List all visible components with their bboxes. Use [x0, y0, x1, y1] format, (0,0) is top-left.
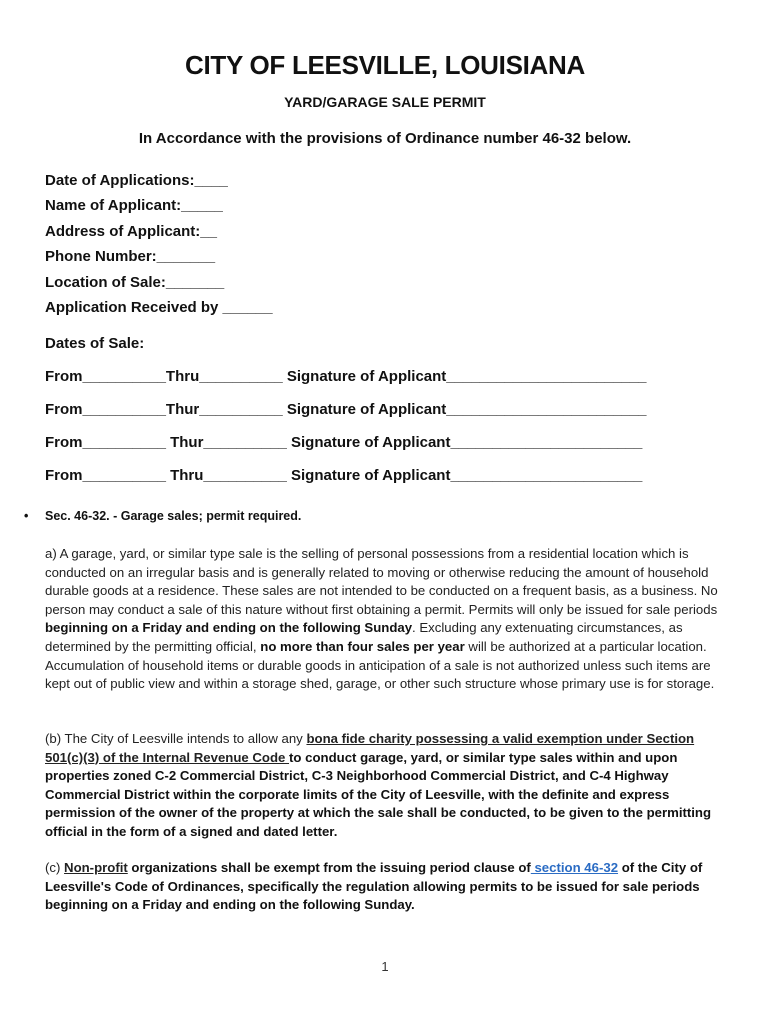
para-a-text-2: . Excluding any extenuating circumstances, as determined by the permitting official,: [45, 620, 683, 654]
ordinance-note: In Accordance with the provisions of Ordinance number 46-32 below.: [138, 130, 632, 147]
field-application-received-by: Application Received by ______: [45, 298, 273, 316]
section-46-32-link[interactable]: section 46-32: [530, 860, 619, 875]
section-heading-text: Sec. 46-32. - Garage sales; permit required.: [45, 509, 302, 523]
para-b-text-1: (b) The City of Leesville intends to allow any: [45, 731, 307, 746]
paragraph-c: [45, 859, 725, 915]
paragraph-a: [45, 545, 725, 694]
field-location-of-sale: Location of Sale:_______: [45, 273, 225, 291]
sale-date-row: From__________ Thru__________ Signature of Applicant_______________________: [45, 467, 643, 484]
field-name-of-applicant: Name of Applicant:_____: [45, 197, 223, 215]
dates-of-sale-heading: Dates of Sale:: [45, 335, 145, 352]
para-a-bold-2: no more than four sales per year: [260, 638, 465, 654]
section-heading: [24, 509, 301, 523]
document-title: CITY OF LEESVILLE, LOUISIANA: [185, 50, 585, 80]
sale-dates-list: [45, 366, 647, 498]
sale-date-row: From__________ Thur__________ Signature of Applicant_______________________: [45, 434, 643, 451]
field-phone-number: Phone Number:_______: [45, 248, 216, 266]
bullet-icon: •: [24, 509, 29, 523]
field-address-of-applicant: Address of Applicant:__: [45, 222, 217, 240]
para-c-underlined: Non-profit: [64, 860, 128, 875]
sale-date-row: From__________Thru__________ Signature of Applicant________________________: [45, 368, 647, 385]
field-date-of-applications: Date of Applications:____: [45, 172, 228, 189]
permit-subtitle: YARD/GARAGE SALE PERMIT: [284, 94, 486, 110]
page-number: 1: [381, 959, 389, 974]
sale-date-row: From__________Thur__________ Signature of Applicant________________________: [45, 401, 647, 418]
para-a-bold-1: beginning on a Friday and ending on the following Sunday: [45, 620, 413, 636]
para-c-bold-1: organizations shall be exempt from the issuing period clause of: [127, 860, 531, 875]
para-c-text-1: (c): [45, 860, 65, 875]
para-b-bold: to conduct garage, yard, or similar type sales within and upon properties zoned C-2 Commercial District, C-3 Neighborhood Commercial District, and C-4 Highway Commercial District within the corporate limits of the City of Leesville, with the definite and express permission of the owner of the property at which the sale shall be conducted, to be given to the permitting official in the form of a signed and dated letter.: [45, 749, 712, 839]
paragraph-b: [45, 730, 725, 842]
para-a-text-1: a) A garage, yard, or similar type sale is the selling of personal possessions from a residential location which is conducted on an irregular basis and is generally related to moving or otherwise reducing the amount of household durable goods at a residence. These sales are not intended to be conducted on a frequent basis, as a business. No person may conduct a sale of this nature without first obtaining a permit. Permits will only be issued for sale periods: [45, 546, 718, 617]
applicant-fields: [45, 168, 273, 320]
para-c-bold-2: of the City of Leesville's Code of Ordinances, specifically the regulation allowing permits to be issued for sale periods beginning on a Friday and ending on the following Sunday.: [45, 860, 703, 913]
para-b-underlined: bona fide charity possessing a valid exemption under Section 501(c)(3) of the Internal Revenue Code: [45, 731, 695, 765]
para-a-text-3: will be authorized at a particular location. Accumulation of household items or durable goods in anticipation of a sale is not authorized unless such items are kept out of public view and within a storage shed, garage, or other such structure whose primary use is for storage.: [45, 638, 715, 692]
